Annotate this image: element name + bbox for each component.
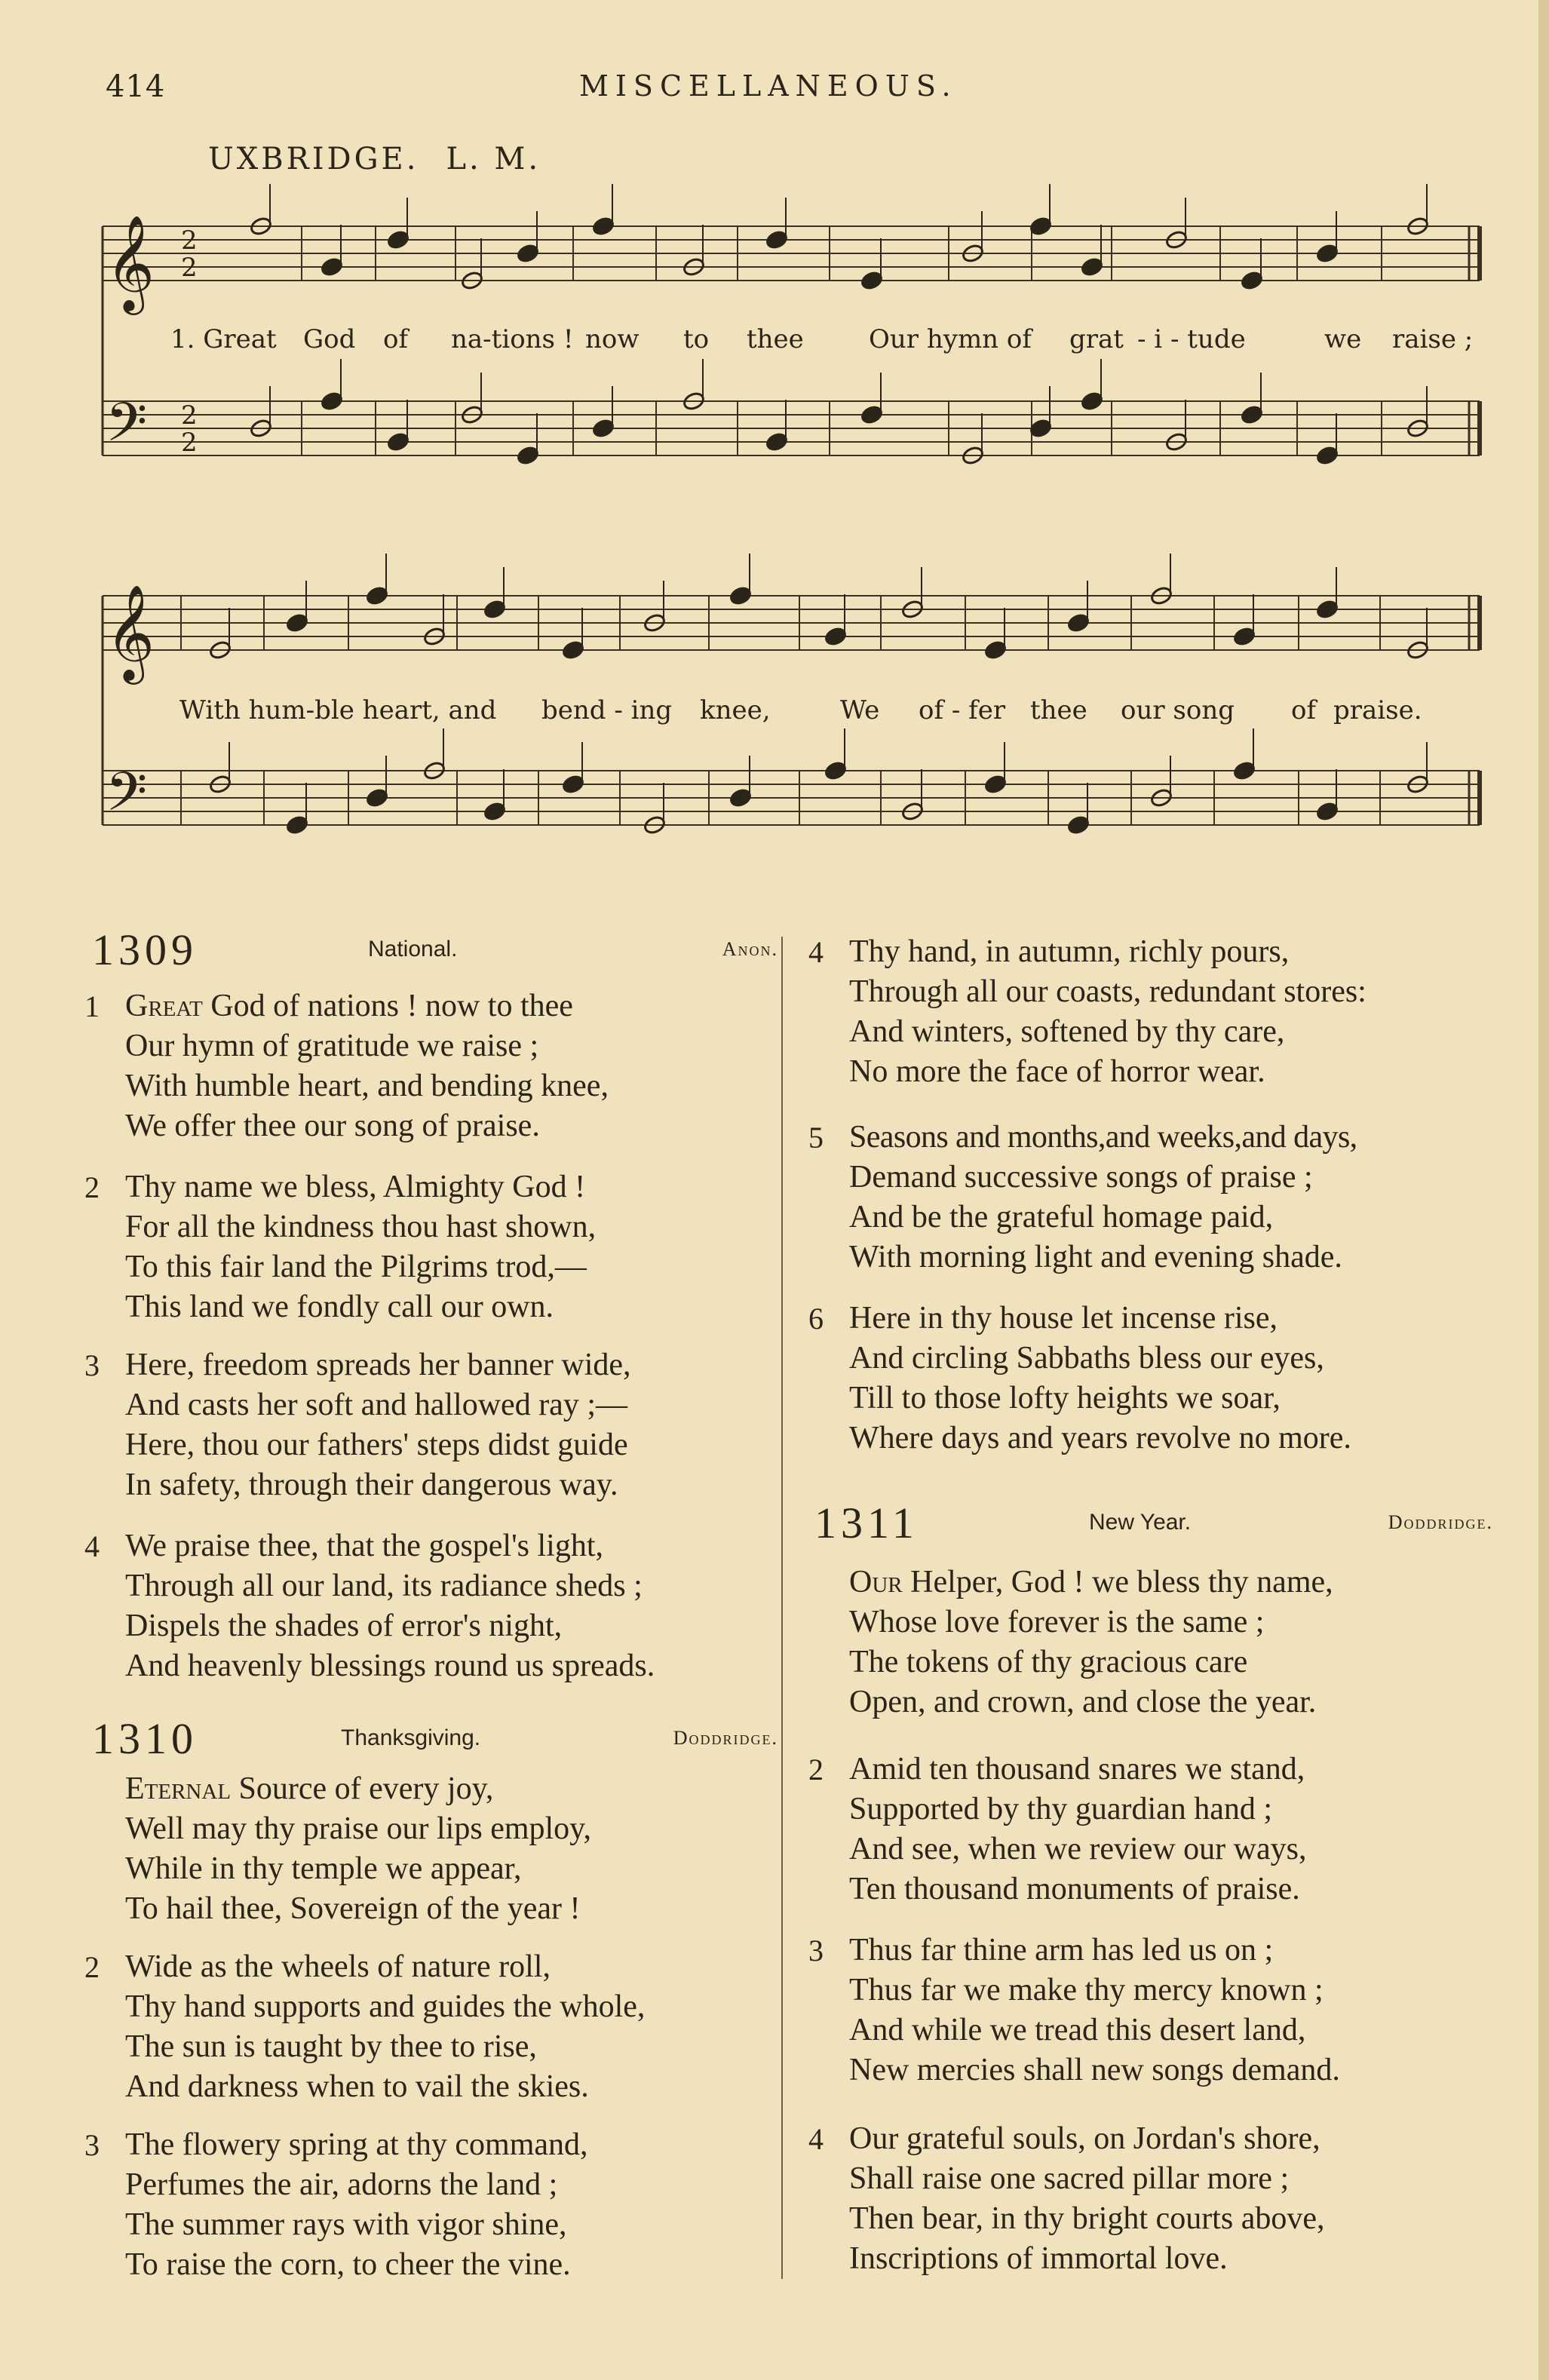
lyric-syllable: now	[585, 324, 640, 354]
note-head	[860, 404, 883, 425]
lyric-syllable: - i - tude	[1137, 324, 1246, 354]
verse-line: And see, when we review our ways,	[849, 1832, 1307, 1866]
verse-line: Ten thousand monuments of praise.	[849, 1872, 1300, 1906]
hymn-1311-verse-3	[808, 1931, 1340, 2090]
verse-line: Till to those lofty heights we soar,	[849, 1381, 1281, 1415]
verse-line: Whose love forever is the same ;	[849, 1605, 1265, 1639]
verse-line: Inscriptions of immortal love.	[849, 2241, 1228, 2276]
note-head	[516, 445, 539, 465]
note-head	[365, 585, 388, 606]
note-head	[728, 787, 752, 808]
lyric-syllable: thee	[747, 324, 804, 354]
note-head	[365, 787, 388, 808]
verse-line: And circling Sabbaths bless our eyes,	[849, 1341, 1324, 1376]
column-divider	[781, 937, 783, 2279]
verse-line: The summer rays with vigor shine,	[125, 2207, 567, 2242]
verse-line: Thy name we bless, Almighty God !	[125, 1170, 586, 1204]
verse-number: 2	[84, 1170, 100, 1204]
verse-line: No more the face of horror wear.	[849, 1054, 1265, 1089]
verse-line	[849, 1563, 1333, 1603]
lyric-syllable: na-tions !	[451, 324, 574, 354]
verse-line: And winters, softened by thy care,	[849, 1014, 1285, 1049]
verse-line	[125, 986, 609, 1026]
music-glyph: 𝄞	[106, 214, 155, 311]
running-title: MISCELLANEOUS.	[579, 69, 958, 103]
verse-line: While in thy temple we appear,	[125, 1851, 522, 1886]
note-head	[1080, 391, 1103, 411]
verse-line: This land we fondly call our own.	[125, 1290, 554, 1324]
hymn-1310-verse-3	[84, 2125, 588, 2285]
verse-line: And be the grateful homage paid,	[849, 1200, 1274, 1234]
verse-line: Thy hand supports and guides the whole,	[125, 1989, 646, 2024]
verse-line: Here in thy house let incense rise,	[849, 1301, 1278, 1336]
music-glyph: 2	[181, 400, 198, 431]
verse-line: And while we tread this desert land,	[849, 2013, 1306, 2047]
hymn-1309-header	[92, 925, 778, 974]
verse-line	[125, 1769, 591, 1809]
music-score	[0, 0, 1549, 905]
hymn-author: Anon.	[722, 938, 778, 960]
note-head	[860, 270, 883, 290]
note-head	[1240, 404, 1263, 425]
music-glyph: 𝄢	[106, 391, 148, 467]
lyric-syllable: of - fer	[919, 695, 1006, 725]
note-head	[386, 431, 409, 452]
verse-line: And darkness when to vail the skies.	[125, 2069, 589, 2104]
verse-number: 5	[808, 1121, 824, 1155]
lyric-syllable: thee	[1030, 695, 1087, 725]
hymn-1309-verse-4	[84, 1526, 655, 1686]
verse-line: Here, freedom spreads her banner wide,	[125, 1348, 631, 1382]
verse-line: With morning light and evening shade.	[849, 1240, 1342, 1274]
note-head	[561, 774, 584, 794]
verse-line: Through all our land, its radiance sheds ;	[125, 1569, 643, 1603]
music-glyph: 2	[181, 428, 198, 458]
verse-number: 1	[84, 989, 100, 1023]
verse-line: To hail thee, Sovereign of the year !	[125, 1891, 581, 1926]
verse-line: Supported by thy guardian hand ;	[849, 1792, 1273, 1826]
lyric-syllable: God	[303, 324, 356, 354]
verse-line-text: God of nations ! now to thee	[202, 989, 573, 1023]
verse-number: 4	[84, 1529, 100, 1563]
hymn-1311-verse-2	[808, 1750, 1307, 1909]
lyric-syllable: bend - ing	[541, 695, 673, 725]
verse-line: We offer thee our song of praise.	[125, 1109, 540, 1143]
note-head	[1315, 445, 1339, 465]
verse-line: Dispels the shades of error's night,	[125, 1609, 563, 1643]
tune-name: UXBRIDGE.	[208, 142, 419, 176]
lyric-syllable: Our hymn of	[869, 324, 1032, 354]
note-head	[561, 639, 584, 660]
hymn-1309-verse-1	[84, 986, 609, 1146]
note-head	[1029, 418, 1052, 438]
verse-line: Amid ten thousand snares we stand,	[849, 1752, 1305, 1787]
lyric-syllable: With hum-ble heart, and	[179, 695, 497, 725]
verse-line: Open, and crown, and close the year.	[849, 1685, 1317, 1719]
lyric-syllable: raise ;	[1392, 324, 1474, 354]
hymn-number: 1310	[92, 1714, 198, 1763]
tune-meter: L. M.	[446, 142, 541, 176]
note-head	[983, 639, 1007, 660]
verse-line: Our hymn of gratitude we raise ;	[125, 1029, 539, 1063]
hymn-1309-verse-6	[808, 1299, 1351, 1458]
verse-line: Thus far we make thy mercy known ;	[849, 1973, 1324, 2007]
lyric-syllable: to	[683, 324, 710, 354]
hymn-topic: Thanksgiving.	[341, 1725, 481, 1750]
verse-line: Our grateful souls, on Jordan's shore,	[849, 2121, 1320, 2156]
note-head	[320, 256, 343, 277]
music-glyph: 2	[181, 225, 198, 256]
verse-first-word: Great	[125, 989, 203, 1023]
hymn-1309-verse-2	[84, 1167, 597, 1327]
hymn-1311-verse-4	[808, 2119, 1325, 2279]
verse-line: The tokens of thy gracious care	[849, 1645, 1248, 1679]
note-head	[1232, 760, 1256, 781]
note-head	[591, 216, 615, 236]
hymn-1309-verse-5	[808, 1118, 1357, 1277]
verse-line: The sun is taught by thee to rise,	[125, 2029, 537, 2064]
note-head	[983, 774, 1007, 794]
verse-line: We praise thee, that the gospel's light,	[125, 1529, 604, 1563]
hymn-author: Doddridge.	[1388, 1511, 1493, 1533]
verse-line: To this fair land the Pilgrims trod,—	[125, 1250, 587, 1284]
verse-line: The flowery spring at thy command,	[125, 2127, 588, 2162]
note-head	[824, 626, 847, 646]
hymn-1311-header	[814, 1498, 1493, 1547]
verse-line: Where days and years revolve no more.	[849, 1421, 1351, 1455]
hymn-number: 1309	[92, 925, 198, 974]
verse-line: Thy hand, in autumn, richly pours,	[849, 934, 1290, 969]
note-head	[591, 418, 615, 438]
note-head	[1315, 599, 1339, 619]
lyric-syllable: of	[383, 324, 409, 354]
note-head	[1315, 801, 1339, 821]
note-head	[285, 814, 308, 835]
verse-line: Perfumes the air, adorns the land ;	[125, 2167, 558, 2202]
verse-line: Shall raise one sacred pillar more ;	[849, 2161, 1290, 2196]
verse-line: And casts her soft and hallowed ray ;—	[125, 1388, 627, 1422]
note-head	[1232, 626, 1256, 646]
note-head	[1080, 256, 1103, 277]
lyric-syllable: grat	[1069, 324, 1124, 354]
lyric-syllable: we	[1324, 324, 1362, 354]
lyric-syllable: our song	[1121, 695, 1235, 725]
lyric-syllable: We	[840, 695, 880, 725]
verse-number: 4	[808, 935, 824, 969]
note-head	[1066, 814, 1090, 835]
verse-line: Well may thy praise our lips employ,	[125, 1811, 591, 1846]
verse-line: Seasons and months,and weeks,and days,	[849, 1120, 1357, 1155]
verse-line: In safety, through their dangerous way.	[125, 1468, 618, 1502]
hymn-1310-verse-1	[125, 1769, 591, 1929]
lyric-syllable: of	[1291, 695, 1317, 725]
verse-number: 6	[808, 1302, 824, 1336]
verse-number: 3	[808, 1934, 824, 1967]
verse-first-word: Eternal	[125, 1771, 232, 1806]
verse-number: 3	[84, 2128, 100, 2162]
verse-first-word: Our	[849, 1565, 903, 1599]
verse-line: With humble heart, and bending knee,	[125, 1069, 609, 1103]
hymn-topic: National.	[368, 937, 458, 962]
verse-line-text: Helper, God ! we bless thy name,	[902, 1565, 1333, 1599]
note-head	[386, 229, 409, 250]
note-head	[1029, 216, 1052, 236]
lyric-syllable: 1. Great	[170, 324, 277, 354]
hymn-number: 1311	[814, 1498, 919, 1547]
note-head	[483, 599, 506, 619]
lyric-syllable: praise.	[1333, 695, 1422, 725]
lyric-syllable: knee,	[700, 695, 771, 725]
note-head	[483, 801, 506, 821]
note-head	[285, 612, 308, 633]
hymn-1309-verse-3	[84, 1345, 631, 1505]
verse-line: And heavenly blessings round us spreads.	[125, 1649, 655, 1683]
note-head	[1066, 612, 1090, 633]
note-head	[1240, 270, 1263, 290]
note-head	[765, 229, 788, 250]
hymn-topic: New Year.	[1089, 1510, 1192, 1535]
music-glyph: 𝄞	[106, 584, 155, 680]
verse-line: Through all our coasts, redundant stores:	[849, 974, 1366, 1009]
note-head	[765, 431, 788, 452]
note-head	[824, 760, 847, 781]
note-head	[728, 585, 752, 606]
verse-line: To raise the corn, to cheer the vine.	[125, 2247, 571, 2282]
verse-line-text: Source of every joy,	[231, 1771, 494, 1806]
verse-line: New mercies shall new songs demand.	[849, 2053, 1340, 2087]
verse-number: 4	[808, 2122, 824, 2156]
verse-line: Thus far thine arm has led us on ;	[849, 1933, 1274, 1967]
hymn-author: Doddridge.	[673, 1727, 778, 1749]
music-glyph: 𝄢	[106, 761, 148, 836]
verse-line: Wide as the wheels of nature roll,	[125, 1949, 551, 1984]
verse-line: Demand successive songs of praise ;	[849, 1160, 1313, 1195]
verse-number: 3	[84, 1348, 100, 1382]
note-head	[1315, 243, 1339, 263]
hymn-1309-verse-4b	[808, 932, 1366, 1092]
hymn-1310-header	[92, 1713, 778, 1763]
page-number: 414	[106, 69, 166, 104]
hymn-1311-verse-1	[849, 1563, 1333, 1722]
note-head	[320, 391, 343, 411]
music-glyph: 2	[181, 253, 198, 283]
hymn-1310-verse-2	[84, 1947, 646, 2107]
verse-number: 2	[808, 1753, 824, 1787]
verse-line: Here, thou our fathers' steps didst guide	[125, 1428, 628, 1462]
verse-number: 2	[84, 1950, 100, 1984]
verse-line: Then bear, in thy bright courts above,	[849, 2201, 1325, 2236]
note-head	[516, 243, 539, 263]
verse-line: For all the kindness thou hast shown,	[125, 1210, 597, 1244]
